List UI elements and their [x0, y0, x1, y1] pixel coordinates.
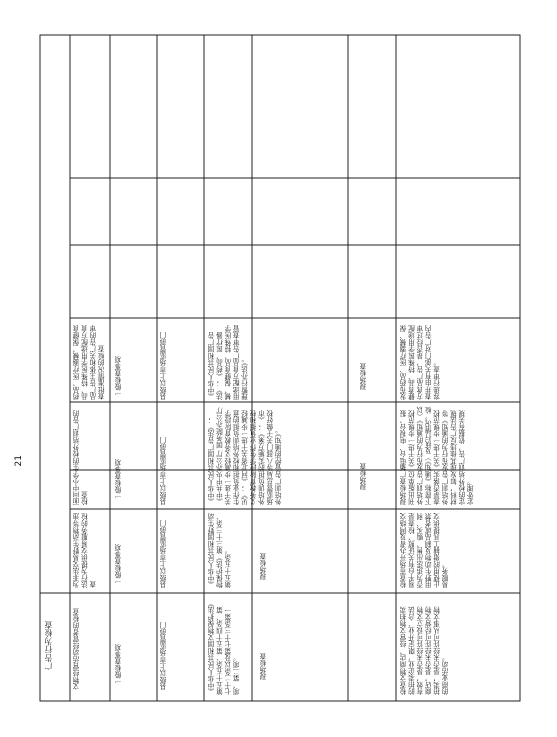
row2-subject: 为非法交易野生动物等违法行为提供交易服务的检查: [73, 513, 98, 588]
row4-subject: 药品、医疗器械、保健食品、特殊医学用途配方食品广告主体和关广告的审查批准情况的检查: [73, 325, 107, 400]
row3-basis: 《中华人民共和国广告法》；《中共中央办公厅 国务院办公厅关于进一步减轻义务教育阶段学生作业负担和校外培训负担的意见》；《河北省关于进一步减轻义务教育阶段学生作业负担和校外培训负担的实施方案》；《市场监管总局等八部门关于做好校外培训广告管控的通知》。: [208, 407, 284, 505]
page-number: 21: [14, 455, 24, 467]
row3-type: 一般检查事项: [115, 459, 123, 500]
row3-content: 现场检查广播电台、电视台、报刊出版单位《关于进一步规范校外培训广告发布行为的通知》（以下简称《通知》）及执行情况，检查是否落实《关于进一步规范校外培训广告发布行为的通知》等材料，如发现其他违反广告法规定的校外培训广告，依据有关规定处理。: [400, 406, 476, 505]
row1-content: 检查文物商店、经营文物拍卖的拍卖企业，限定开业、合法有效，是否未经许可设立文物商店，是否未经许可经营文物拍卖，是否未经许可从事文物的商业活动。: [400, 606, 451, 695]
row1-method: 现场检查: [260, 652, 268, 680]
row3-dept: 县级以上市场监管部门: [160, 437, 168, 505]
row4-type: 一般检查事项: [115, 356, 123, 397]
row1-basis: 《中华人民共和国文物保护法》第五十五条、第五十四条、第七十二条以及第七十三条第一项、第二项。: [208, 603, 242, 695]
row1-dept: 县级以上市场监管部门: [160, 622, 168, 690]
row2-type: 一般检查事项: [115, 544, 123, 585]
row4-dept: 县级以上市场监管部门: [160, 332, 168, 400]
row2-basis: 《中华人民共和国野生动物保护法》第三十三条、第五十五条。: [208, 513, 233, 588]
row1-type: 一般检查事项: [115, 644, 123, 685]
row2-content: 检查市场开办者及网络交易平台有关证照、检查是否为违法出售、购买、利用野生动物及制品或者禁止使用的猎捕工具提供交易服务。: [400, 513, 451, 588]
row3-subject: 面向中小学生的校外培训广告的检查: [73, 409, 90, 505]
row1-subject: 文物经营活动经营者的检查: [73, 608, 81, 690]
row4-content: 发布药品、医疗器械、保健食品、特殊医学用途配方食品广告，是否经过审查并由有关部门对广告内容进行审查。: [400, 325, 442, 400]
row2-dept: 县级以上市场监管部门: [160, 520, 168, 588]
row2-method: 现场检查: [260, 552, 268, 580]
row3-method: 现场检查: [360, 462, 368, 490]
row4-method: 现场检查: [360, 362, 368, 390]
row4-basis: 《中华人民共和国广告法》；《药品、医疗器械、保健食品、特殊医学用途配方食品广告审查管理暂行办法》。: [208, 325, 250, 400]
category-label: 广告行为检查: [44, 620, 53, 670]
